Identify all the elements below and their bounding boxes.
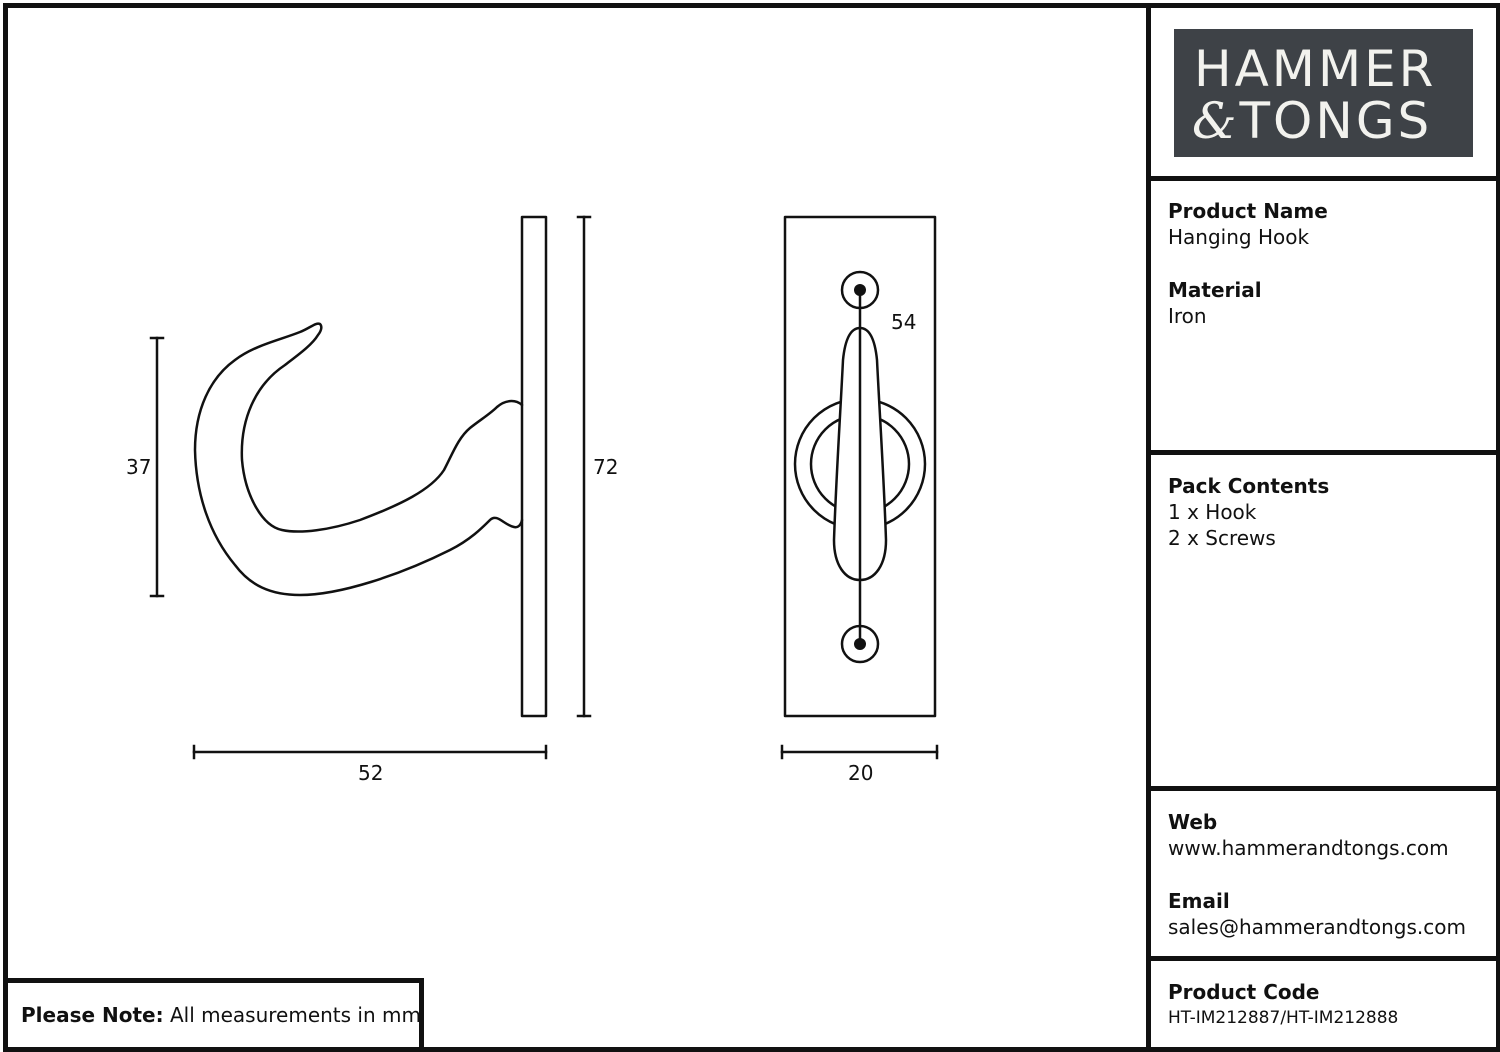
screw-hole-top-center (854, 284, 866, 296)
divider-1 (1146, 176, 1496, 181)
note-body: All measurements in mm (163, 1003, 421, 1027)
logo-line2-text: TONGS (1239, 92, 1433, 150)
dim-hook-height: 37 (126, 455, 152, 479)
note-text (21, 1003, 421, 1027)
contact-info (1168, 809, 1466, 940)
email-link[interactable]: sales@hammerandtongs.com (1168, 915, 1466, 939)
product-info (1168, 198, 1328, 329)
material-value: Iron (1168, 304, 1207, 328)
side-backplate (522, 217, 546, 716)
note-label: Please Note: (21, 1003, 164, 1027)
side-hook-profile (195, 324, 522, 595)
dim-plate-height: 72 (593, 455, 619, 479)
product-name-label: Product Name (1168, 199, 1328, 223)
web-link[interactable]: www.hammerandtongs.com (1168, 836, 1449, 860)
material-label: Material (1168, 278, 1262, 302)
brand-logo (1174, 29, 1473, 157)
product-code-section (1168, 979, 1398, 1031)
screw-hole-bottom-center (854, 638, 866, 650)
divider-4 (1146, 956, 1496, 961)
dim-front-width: 20 (848, 761, 874, 785)
divider-3 (1146, 786, 1496, 791)
email-label: Email (1168, 889, 1230, 913)
pack-contents (1168, 473, 1329, 551)
sidebar-divider (1146, 3, 1151, 1047)
pack-contents-label: Pack Contents (1168, 474, 1330, 498)
logo-line1: HAMMER (1194, 40, 1437, 98)
logo-ampersand: & (1192, 92, 1240, 150)
web-label: Web (1168, 810, 1218, 834)
dim-side-width: 52 (358, 761, 384, 785)
logo-line2 (1192, 91, 1432, 151)
product-name-value: Hanging Hook (1168, 225, 1310, 249)
measurement-note (3, 978, 424, 1047)
dim-hole-spacing: 54 (891, 310, 917, 334)
product-code-value: HT-IM212887/HT-IM212888 (1168, 1008, 1399, 1028)
pack-item-screws: 2 x Screws (1168, 526, 1276, 550)
product-code-label: Product Code (1168, 980, 1320, 1004)
divider-2 (1146, 450, 1496, 455)
pack-item-hook: 1 x Hook (1168, 500, 1257, 524)
